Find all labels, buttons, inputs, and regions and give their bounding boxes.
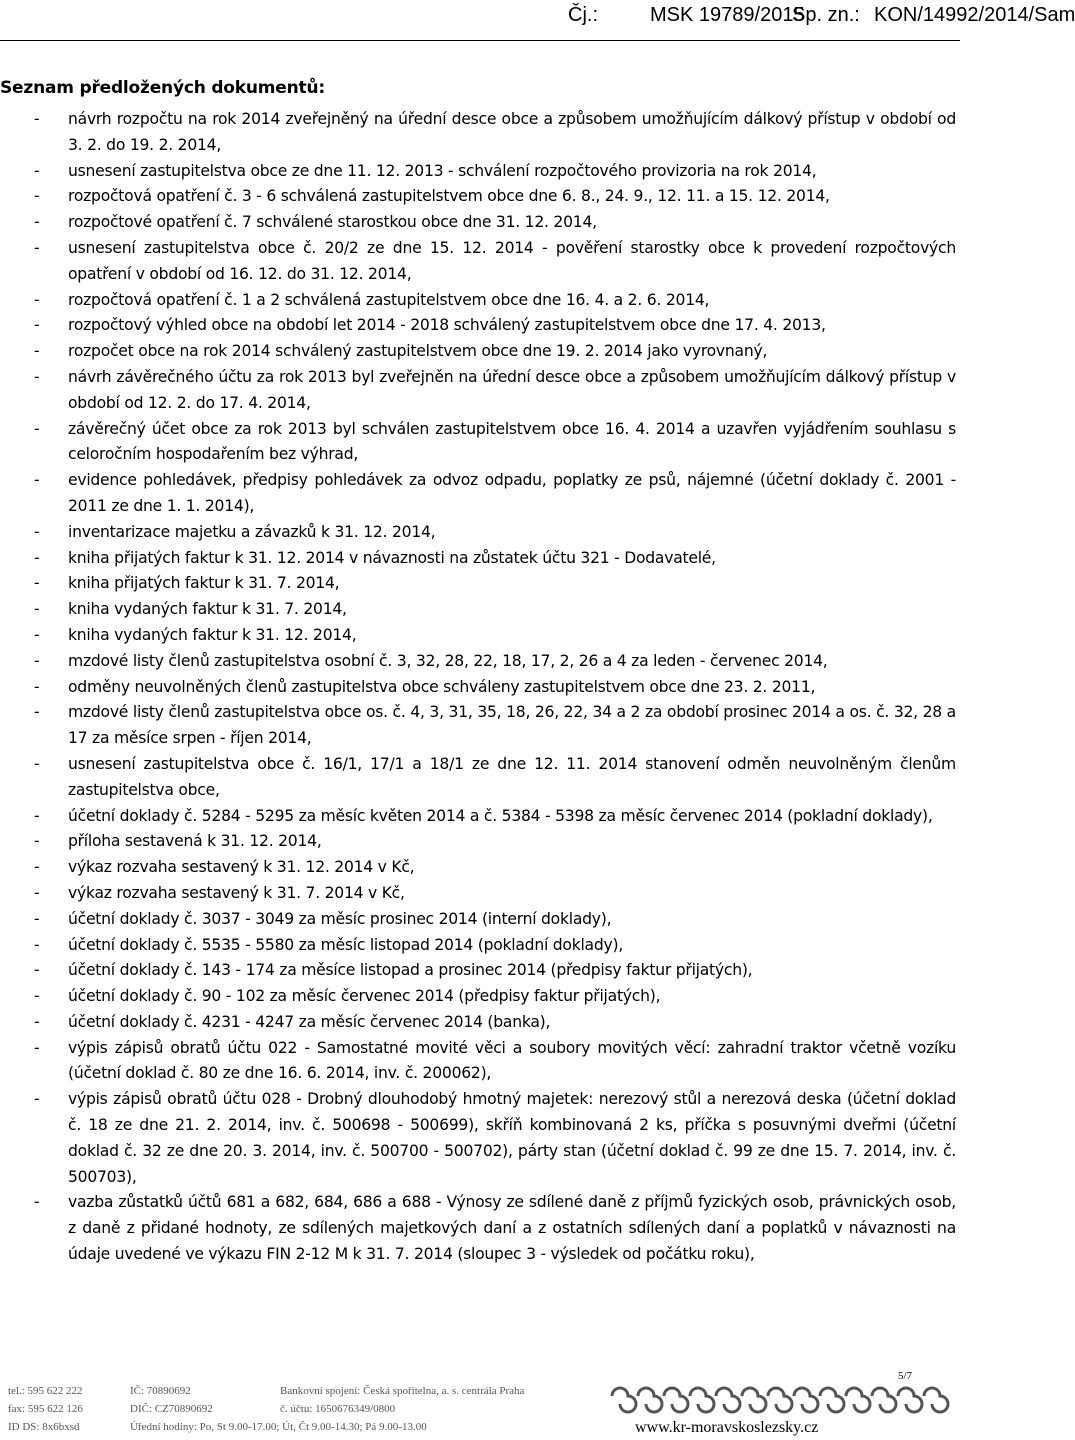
- list-item: - usnesení zastupitelstva obce č. 20/2 ze dne 15. 12. 2014 - pověření starostky obce k provedení rozpočtových opatření v období od 16. 12. do 31. 12. 2014,: [0, 236, 956, 288]
- list-item: - mzdové listy členů zastupitelstva osobní č. 3, 32, 28, 22, 18, 17, 2, 26 a 4 za leden - červenec 2014,: [0, 649, 956, 675]
- list-item: - vazba zůstatků účtů 681 a 682, 684, 686 a 688 - Výnosy ze sdílené daně z příjmů fyzických osob, právnických osob, z daně z přidané hodnoty, ze sdílených majetkových daní a z ostatních sdílených daní a poplatků v návaznosti na údaje uvedené ve výkazu FIN 2-12 M k 31. 7. 2014 (sloupec 3 - výsledek od počátku roku),: [0, 1190, 956, 1267]
- footer-office-hours: Úřední hodiny: Po, St 9.00-17.00; Út, Čt 9.00-14.30; Pá 9.00-13.00: [130, 1421, 427, 1433]
- region-logo-ornament: [608, 1384, 953, 1408]
- list-item: - rozpočet obce na rok 2014 schválený zastupitelstvem obce dne 19. 2. 2014 jako vyrovnaný,: [0, 339, 956, 365]
- reference-label: Čj.:: [568, 4, 598, 26]
- section-title: Seznam předložených dokumentů:: [0, 78, 325, 98]
- document-header: [0, 4, 1075, 30]
- list-item: - účetní doklady č. 143 - 174 za měsíce listopad a prosinec 2014 (předpisy faktur přijatých),: [0, 958, 956, 984]
- list-item: - výpis zápisů obratů účtu 022 - Samostatné movité věci a soubory movitých věcí: zahradní traktor včetně vozíku (účetní doklad č. 80 ze dne 16. 6. 2014, inv. č. 200062),: [0, 1036, 956, 1088]
- file-mark-label: Sp. zn.:: [792, 4, 860, 26]
- list-item: - účetní doklady č. 5535 - 5580 za měsíc listopad 2014 (pokladní doklady),: [0, 933, 956, 959]
- list-item: - výkaz rozvaha sestavený k 31. 12. 2014 v Kč,: [0, 855, 956, 881]
- list-item: - usnesení zastupitelstva obce ze dne 11. 12. 2013 - schválení rozpočtového provizoria na rok 2014,: [0, 159, 956, 185]
- list-item: - mzdové listy členů zastupitelstva obce os. č. 4, 3, 31, 35, 18, 26, 22, 34 a 2 za období prosinec 2014 a os. č. 32, 28 a 17 za měsíce srpen - říjen 2014,: [0, 700, 956, 752]
- list-item: - usnesení zastupitelstva obce č. 16/1, 17/1 a 18/1 ze dne 12. 11. 2014 stanovení odměn neuvolněným členům zastupitelstva obce,: [0, 752, 956, 804]
- list-item: - závěrečný účet obce za rok 2013 byl schválen zastupitelstvem obce 16. 4. 2014 a uzavřen vyjádřením souhlasu s celoročním hospodařením bez výhrad,: [0, 417, 956, 469]
- list-item: - účetní doklady č. 4231 - 4247 za měsíc červenec 2014 (banka),: [0, 1010, 956, 1036]
- list-item: - rozpočtová opatření č. 1 a 2 schválená zastupitelstvem obce dne 16. 4. a 2. 6. 2014,: [0, 288, 956, 314]
- list-item: - výpis zápisů obratů účtu 028 - Drobný dlouhodobý hmotný majetek: nerezový stůl a nerezová deska (účetní doklad č. 18 ze dne 21. 2. 2014, inv. č. 500698 - 500699), skříň kombinovaná 2 ks, příčka s posuvnými dveřmi (účetní doklad č. 32 ze dne 20. 3. 2014, inv. č. 500700 - 500702), párty stan (účetní doklad č. 99 ze dne 15. 7. 2014, inv. č. 500703),: [0, 1087, 956, 1190]
- list-item: - kniha přijatých faktur k 31. 7. 2014,: [0, 571, 956, 597]
- list-item: - příloha sestavená k 31. 12. 2014,: [0, 829, 956, 855]
- footer-account: č. účtu: 1650676349/0800: [280, 1403, 396, 1415]
- list-item: - výkaz rozvaha sestavený k 31. 7. 2014 v Kč,: [0, 881, 956, 907]
- list-item: - účetní doklady č. 5284 - 5295 za měsíc květen 2014 a č. 5384 - 5398 za měsíc červenec 2014 (pokladní doklady),: [0, 804, 956, 830]
- list-item: - evidence pohledávek, předpisy pohledávek za odvoz odpadu, poplatky ze psů, nájemné (účetní doklady č. 2001 - 2011 ze dne 1. 1. 2014),: [0, 468, 956, 520]
- list-item: - účetní doklady č. 90 - 102 za měsíc červenec 2014 (předpisy faktur přijatých),: [0, 984, 956, 1010]
- page-number: 5/7: [898, 1370, 913, 1382]
- list-item: - návrh rozpočtu na rok 2014 zveřejněný na úřední desce obce a způsobem umožňujícím dálkový přístup v období od 3. 2. do 19. 2. 2014,: [0, 107, 956, 159]
- list-item: - kniha přijatých faktur k 31. 12. 2014 v návaznosti na zůstatek účtu 321 - Dodavatelé,: [0, 546, 956, 572]
- footer-website: www.kr-moravskoslezsky.cz: [635, 1419, 819, 1436]
- reference-number: MSK 19789/2015: [650, 4, 805, 26]
- list-item: - odměny neuvolněných členů zastupitelstva obce schváleny zastupitelstvem obce dne 23. 2. 2011,: [0, 675, 956, 701]
- list-item: - inventarizace majetku a závazků k 31. 12. 2014,: [0, 520, 956, 546]
- footer-ic: IČ: 70890692: [130, 1385, 191, 1397]
- footer-phone: tel.: 595 622 222: [8, 1385, 83, 1397]
- file-mark-number: KON/14992/2014/Sam: [874, 4, 1075, 26]
- list-item: - rozpočtový výhled obce na období let 2014 - 2018 schválený zastupitelstvem obce dne 17. 4. 2013,: [0, 313, 956, 339]
- footer-fax: fax: 595 622 126: [8, 1403, 83, 1415]
- header-divider: [0, 40, 960, 41]
- document-list: [0, 107, 956, 1268]
- footer-data-box: ID DS: 8x6bxsd: [8, 1421, 80, 1433]
- footer-bank: Bankovní spojení: Česká spořitelna, a. s. centrála Praha: [280, 1385, 525, 1397]
- list-item: - rozpočtové opatření č. 7 schválené starostkou obce dne 31. 12. 2014,: [0, 210, 956, 236]
- list-item: - návrh závěrečného účtu za rok 2013 byl zveřejněn na úřední desce obce a způsobem umožňujícím dálkový přístup v období od 12. 2. do 17. 4. 2014,: [0, 365, 956, 417]
- list-item: - kniha vydaných faktur k 31. 7. 2014,: [0, 597, 956, 623]
- list-item: - účetní doklady č. 3037 - 3049 za měsíc prosinec 2014 (interní doklady),: [0, 907, 956, 933]
- footer-dic: DIČ: CZ70890692: [130, 1403, 213, 1415]
- list-item: - rozpočtová opatření č. 3 - 6 schválená zastupitelstvem obce dne 6. 8., 24. 9., 12. 11. a 15. 12. 2014,: [0, 184, 956, 210]
- list-item: - kniha vydaných faktur k 31. 12. 2014,: [0, 623, 956, 649]
